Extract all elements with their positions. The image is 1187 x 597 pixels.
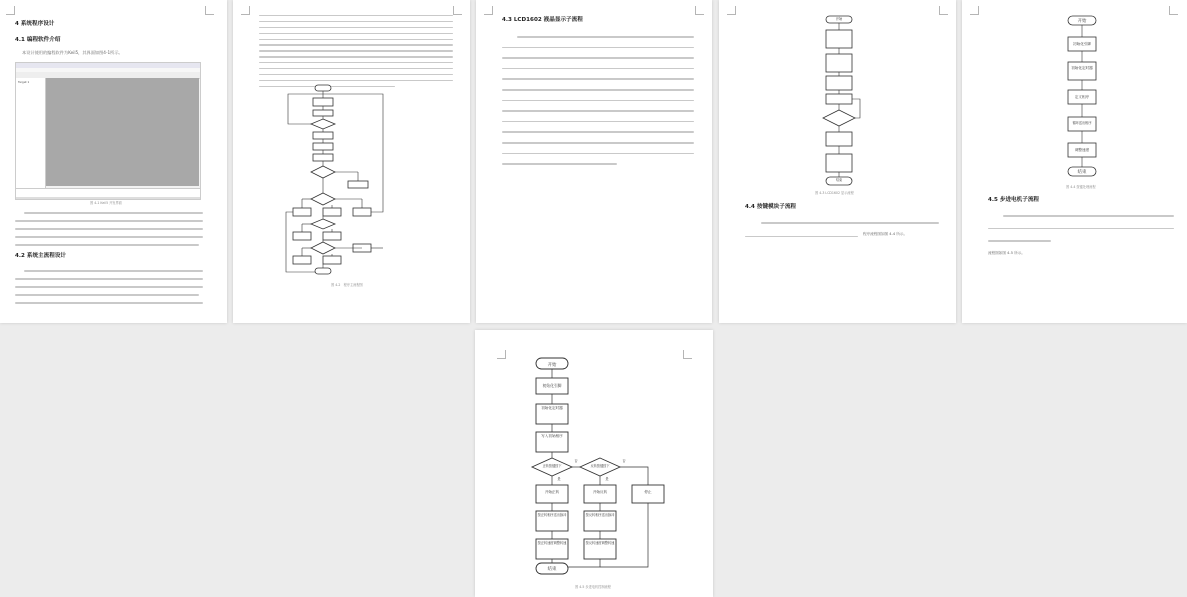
paragraph-placeholder — [15, 270, 203, 310]
corner-mark — [970, 6, 979, 15]
figure-caption: 图 4-4 按键处理流程 — [1066, 185, 1096, 189]
flow-start-label: 开始 — [547, 363, 557, 368]
flow-end-label: 结束 — [1077, 170, 1087, 175]
flow-yes-label: 是 — [557, 477, 561, 481]
paragraph-tail: 程序流程图如图 4-4 所示。 — [863, 232, 908, 236]
flow-reverse-phase-label: 按反转相序送出脉冲 — [585, 513, 615, 517]
section-title: 4.3 LCD1602 液晶显示子流程 — [502, 17, 583, 23]
screenshot-project-label: Target 1 — [18, 80, 30, 84]
paragraph-placeholder — [502, 36, 694, 171]
figure-caption: 图 4-3 LCD1602 显示流程 — [815, 191, 854, 195]
flow-decision-forward-label: 正转按键按下 — [542, 464, 562, 468]
intro-text: 本设计使用的编程软件为Keil5，其界面如图4-1所示。 — [22, 50, 123, 55]
flow-step-label: 初始化引脚 — [1073, 42, 1091, 46]
corner-mark — [484, 6, 493, 15]
flow-init-timer-label: 初始化定时器 — [541, 406, 563, 410]
corner-mark — [695, 6, 704, 15]
document-page-2[interactable] — [233, 0, 470, 323]
paragraph-placeholder — [259, 15, 453, 92]
flow-step-label: 循环送出相序 — [1072, 121, 1092, 125]
paragraph-placeholder — [988, 215, 1174, 248]
corner-mark — [497, 350, 506, 359]
corner-mark — [727, 6, 736, 15]
corner-mark — [241, 6, 250, 15]
flow-init-pins-label: 初始化引脚 — [542, 383, 562, 388]
flow-no-label: 否 — [574, 459, 578, 463]
paragraph-placeholder — [745, 222, 939, 244]
flow-step-label: 调整速度 — [1074, 148, 1090, 152]
figure-caption: 图 4-2 程序主流程图 — [331, 283, 363, 287]
corner-mark — [683, 350, 692, 359]
flow-step-label: 初始化定时器 — [1071, 66, 1093, 70]
document-page-5[interactable] — [962, 0, 1187, 323]
flow-no-label: 否 — [622, 459, 626, 463]
section-title: 4 系统程序设计 — [15, 21, 55, 27]
document-page-6[interactable] — [475, 330, 713, 597]
flow-start-label: 开始 — [835, 17, 843, 21]
main-flowchart — [283, 82, 443, 282]
section-title: 4.4 按键模块子流程 — [745, 204, 797, 210]
flow-start-label: 开始 — [1077, 19, 1087, 24]
flow-step-label: 定义相序 — [1074, 95, 1090, 99]
paragraph-placeholder — [15, 212, 203, 252]
flow-end-label: 结束 — [547, 567, 557, 572]
corner-mark — [6, 6, 15, 15]
document-page-4[interactable] — [719, 0, 956, 323]
flow-decision-reverse-label: 反转按键按下 — [590, 464, 610, 468]
stepper-control-flowchart — [525, 354, 675, 584]
flow-forward-speed-label: 按正转速度调整转速 — [537, 541, 567, 545]
screenshot-workspace — [46, 78, 199, 186]
figure-caption: 图 4-5 步进电机控制流程 — [575, 585, 611, 589]
corner-mark — [453, 6, 462, 15]
keil-screenshot — [15, 62, 201, 200]
screenshot-output-panel — [16, 188, 200, 197]
flow-forward-phase-label: 按正转相序送出脉冲 — [537, 513, 567, 517]
figure-caption: 图 4-1 Keil5 开发界面 — [90, 201, 122, 205]
screenshot-statusbar — [16, 197, 200, 199]
subsection-title: 4.1 编程软件介绍 — [15, 37, 61, 43]
flow-stop-label: 停止 — [644, 490, 652, 494]
flow-yes-label: 是 — [605, 477, 609, 481]
flow-end-label: 结束 — [835, 178, 843, 182]
corner-mark — [205, 6, 214, 15]
flow-start-forward-label: 开始正转 — [544, 490, 560, 494]
flow-write-phase-label: 写入初始相序 — [541, 434, 563, 438]
corner-mark — [939, 6, 948, 15]
corner-mark — [1169, 6, 1178, 15]
lcd-flowchart — [814, 14, 864, 190]
document-page-3[interactable] — [476, 0, 712, 323]
paragraph-tail: 流程图如图 4-5 所示。 — [988, 251, 1025, 255]
document-page-1[interactable] — [0, 0, 227, 323]
subsection-title: 4.2 系统主流程设计 — [15, 253, 67, 259]
section-title: 4.5 步进电机子流程 — [988, 197, 1040, 203]
flow-reverse-speed-label: 按反转速度调整转速 — [585, 541, 615, 545]
screenshot-project-panel — [16, 78, 46, 191]
flow-start-reverse-label: 开始反转 — [592, 490, 608, 494]
